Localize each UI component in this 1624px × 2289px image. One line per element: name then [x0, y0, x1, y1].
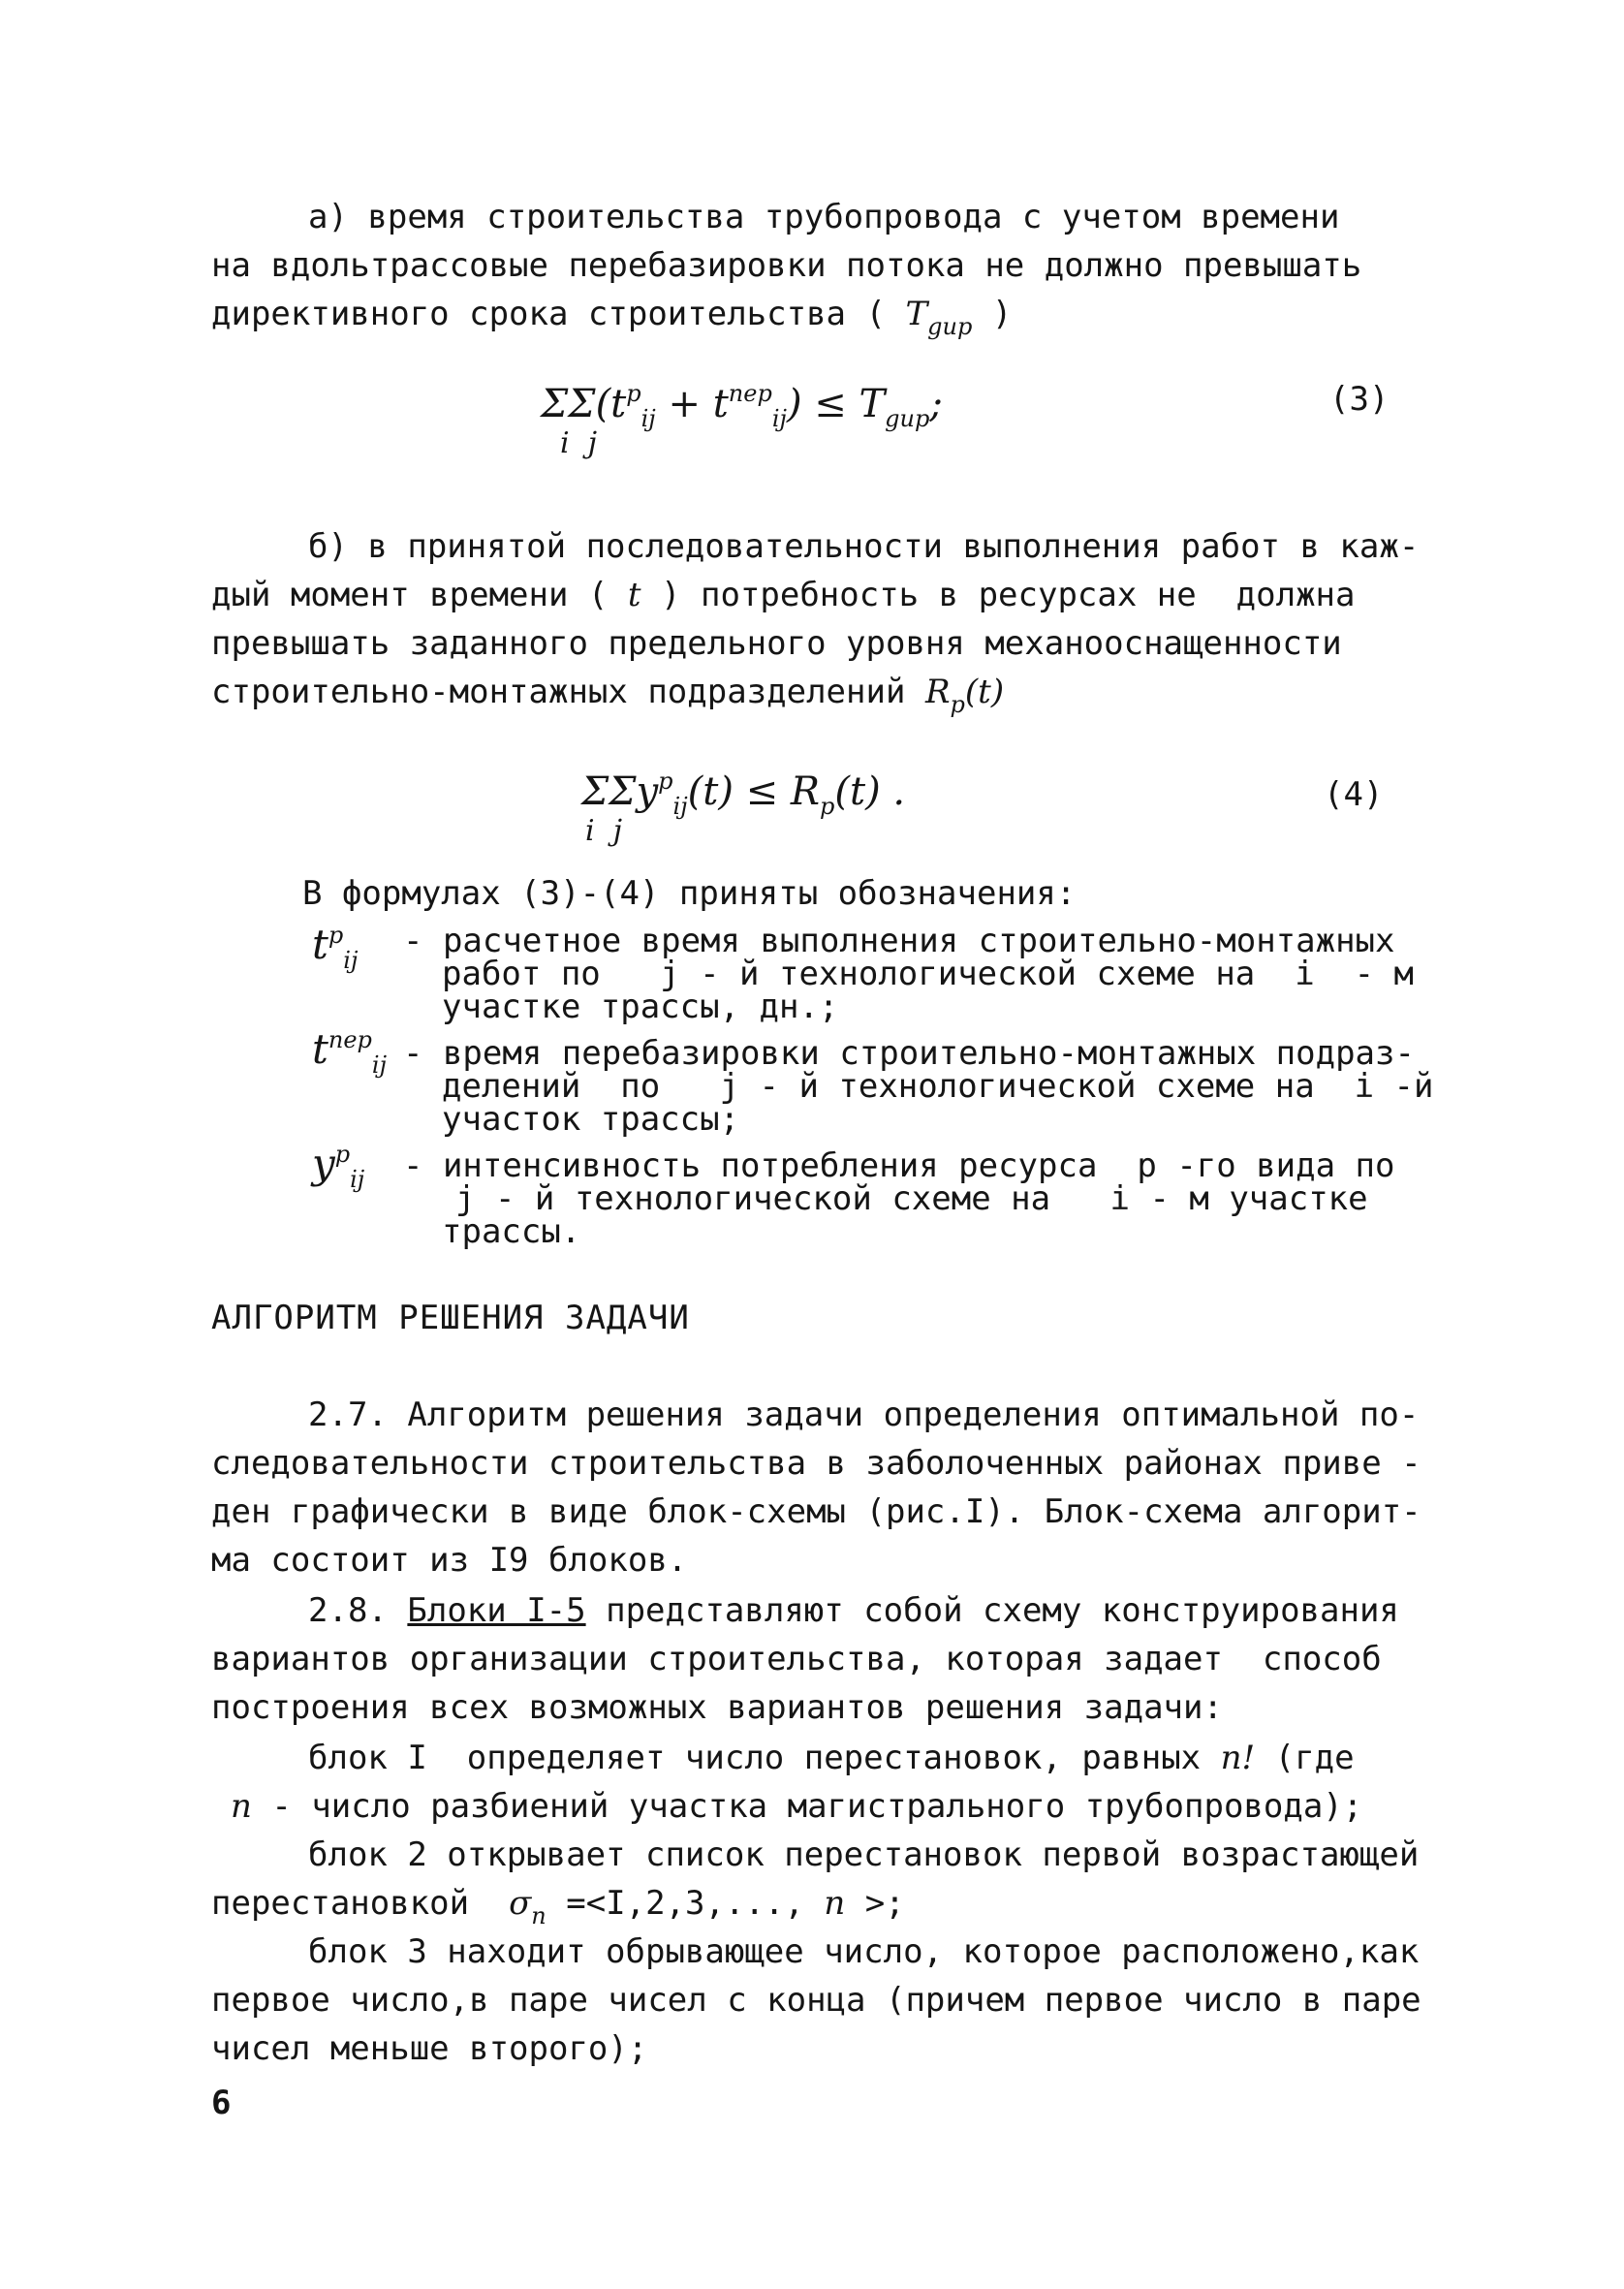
def-2-symbol-sup: пер	[328, 1026, 372, 1053]
formula-3-rhs: ) ≤ T	[786, 382, 886, 426]
para-a-line-3-end: )	[991, 295, 1013, 333]
formula-4-index-i: i	[585, 814, 595, 848]
formula-3-end: ;	[929, 382, 943, 426]
n-factorial: n!	[1220, 1739, 1256, 1777]
sigma-symbol: σ	[509, 1884, 532, 1923]
def-3-line-3: трассы.	[442, 1212, 581, 1251]
formula-4-rsub: p	[820, 793, 835, 820]
section-heading: АЛГОРИТМ РЕШЕНИЯ ЗАДАЧИ	[211, 1299, 690, 1337]
def-1-line-3: участке трассы, дн.;	[442, 988, 839, 1026]
para-b-line-3: превышать заданного предельного уровня механооснащенности	[211, 624, 1342, 663]
para-a-line-1: а) время строительства трубопровода с учетом времени	[308, 198, 1340, 236]
para-a-line-3-text: директивного срока строительства (	[211, 295, 886, 333]
def-1-symbol-sup: p	[328, 922, 344, 949]
formula-3-tper-sup: пер	[728, 380, 772, 407]
def-3-symbol-base: y	[312, 1140, 335, 1187]
sigma-subscript: n	[531, 1902, 547, 1929]
block-1-paren: (где	[1274, 1739, 1355, 1777]
def-1-line-1: - расчетное время выполнения строительно-монтажных	[403, 922, 1395, 960]
def-2-symbol	[312, 1025, 387, 1079]
formula-3-sum-t: ΣΣ(t	[541, 382, 627, 426]
def-2-symbol-base: t	[312, 1025, 328, 1073]
block-3-line-1: блок 3 находит обрывающее число, которое расположено,как	[308, 1932, 1420, 1971]
formula-3-number: (3)	[1329, 380, 1390, 419]
block-2-line-1: блок 2 открывает список перестановок первой возрастающей	[308, 1835, 1420, 1874]
formula-3-index-i: i	[560, 426, 570, 460]
block-2-text: перестановкой	[211, 1884, 470, 1923]
formula-4-end: (t) .	[834, 769, 906, 814]
r-p-subscript: p	[950, 691, 965, 718]
def-2-symbol-sub: ij	[371, 1051, 388, 1079]
r-p-symbol: R	[924, 673, 951, 711]
def-3-symbol	[312, 1140, 364, 1193]
para-b-line-2	[211, 574, 1356, 616]
def-1-symbol-base: t	[312, 921, 328, 968]
para-27-line-2: следовательности строительства в заболоченных районах приве -	[211, 1444, 1421, 1483]
formula-4-sup: p	[658, 768, 673, 795]
para-28-line-2: вариантов организации строительства, которая задает способ	[211, 1640, 1382, 1678]
block-2-line-2	[211, 1882, 905, 1937]
para-b-line-2-start: дый момент времени (	[211, 576, 609, 614]
t-gup-subscript: gup	[927, 313, 973, 340]
formula-4-index-j: j	[612, 814, 622, 848]
def-3-symbol-sup: p	[334, 1141, 351, 1168]
formula-4-indices	[585, 814, 622, 848]
formula-4	[581, 768, 905, 820]
formula-3-tp-sub: ij	[640, 405, 656, 432]
formula-3-indices	[560, 426, 597, 460]
para-a-line-3	[211, 293, 1012, 348]
para-27-line-4: ма состоит из I9 блоков.	[211, 1541, 688, 1580]
r-p-argument: (t)	[964, 673, 1005, 711]
block-3-line-3: чисел меньше второго);	[211, 2029, 648, 2068]
t-symbol: t	[627, 576, 641, 614]
para-b-line-2-end: ) потребность в ресурсах не должна	[661, 576, 1356, 614]
def-1-line-2: работ по j - й технологической схеме на i - м	[442, 955, 1415, 993]
def-2-line-3: участок трассы;	[442, 1100, 740, 1139]
t-gup-symbol: T	[905, 295, 928, 333]
formula-3-index-j: j	[587, 426, 597, 460]
formula-4-number: (4)	[1324, 775, 1384, 814]
para-28-line-1-rest: представляют собой схему конструирования	[606, 1591, 1399, 1630]
block-3-line-2: первое число,в паре чисел с конца (причем первое число в паре	[211, 1981, 1421, 2020]
formula-3-rhs-sub: gup	[885, 405, 930, 432]
def-3-symbol-sub: ij	[350, 1166, 365, 1193]
n-symbol: n	[231, 1787, 252, 1826]
para-28-line-1	[308, 1589, 1399, 1632]
para-a-line-2: на вдольтрассовые перебазировки потока не должно превышать	[211, 246, 1362, 285]
def-2-line-1: - время перебазировки строительно-монтажных подраз-	[403, 1034, 1415, 1073]
block-2-sequence: =<I,2,3,...,	[566, 1884, 804, 1923]
def-2-line-2: делений по j - й технологической схеме на i -й	[442, 1067, 1434, 1106]
formula-3-tp-sup: p	[626, 380, 641, 407]
def-3-line-2: j - й технологической схеме на i - м участке	[455, 1179, 1368, 1218]
para-27-line-1: 2.7. Алгоритм решения задачи определения оптимальной по-	[308, 1395, 1420, 1434]
block-2-end: >;	[864, 1884, 905, 1923]
formula-4-rest: (t) ≤ R	[687, 769, 821, 814]
para-27-line-3: ден графически в виде блок-схемы (рис.I). Блок-схема алгорит-	[211, 1492, 1421, 1531]
block-1-line-2-text: - число разбиений участка магистрального трубопровода);	[271, 1787, 1363, 1826]
formula-4-sub: ij	[672, 793, 688, 820]
page-number: 6	[211, 2084, 232, 2122]
definitions-intro: В формулах (3)-(4) приняты обозначения:	[302, 874, 1077, 913]
para-b-line-4-text: строительно-монтажных подразделений	[211, 673, 906, 711]
block-1-line-1	[308, 1737, 1355, 1779]
formula-3	[541, 380, 943, 432]
def-1-symbol-sub: ij	[343, 947, 359, 974]
para-28-number: 2.8.	[308, 1591, 388, 1630]
para-b-line-4	[211, 671, 1004, 726]
formula-4-sum-y: ΣΣy	[581, 769, 659, 814]
block-1-line-2	[231, 1785, 1362, 1828]
def-1-symbol	[312, 921, 358, 974]
block-1-text: блок I определяет число перестановок, равных	[308, 1739, 1202, 1777]
n-symbol-2: n	[824, 1884, 846, 1923]
formula-3-tper-sub: ij	[771, 405, 787, 432]
blocks-1-5-underlined: Блоки I-5	[407, 1591, 586, 1630]
formula-3-plus-t: + t	[668, 382, 729, 426]
def-3-line-1: - интенсивность потребления ресурса p -го вида по	[403, 1146, 1395, 1185]
para-b-line-1: б) в принятой последовательности выполнения работ в каж-	[308, 527, 1420, 566]
para-28-line-3: построения всех возможных вариантов решения задачи:	[211, 1688, 1223, 1727]
